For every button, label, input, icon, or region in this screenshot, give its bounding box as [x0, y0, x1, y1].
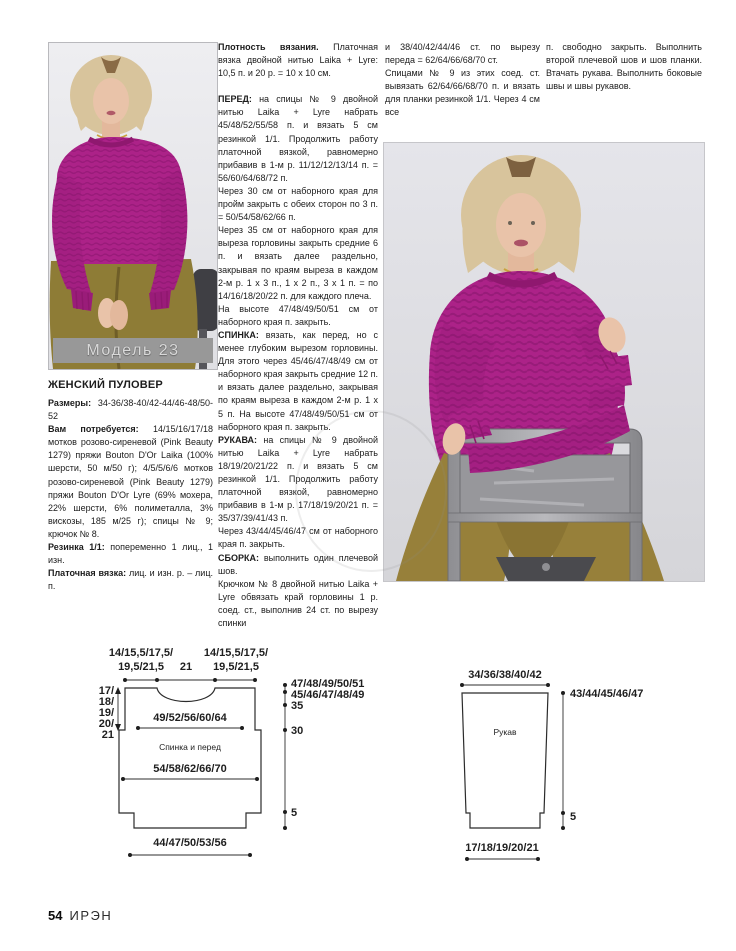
- armhole-height-5: 21: [101, 729, 114, 741]
- text-column-4: [546, 41, 702, 93]
- model-badge: [53, 338, 213, 363]
- chest-width-dim: 49/52/56/60/64: [153, 712, 227, 724]
- body-label: Спинка и перед: [159, 742, 221, 752]
- armhole-height-2: 18/: [98, 696, 114, 708]
- paragraph-text: Через 30 см от наборного края для пройм закрыть с обеих сторон по 3 п. = 50/54/58/62/66 п.: [218, 185, 378, 223]
- text-column-3: [385, 41, 540, 120]
- paragraph-lead: Размеры:: [48, 398, 92, 408]
- paragraph-lead: Резинка 1/1:: [48, 542, 105, 553]
- paragraph-text: Платочная вязка двойной нитью Laika + Lyre: 10,5 п. и 20 р. = 10 х 10 см.: [218, 42, 378, 79]
- paragraph-sleeves: [218, 434, 378, 526]
- pattern-schematics: [30, 630, 730, 895]
- paragraph-text: попеременно 1 лиц., 1 изн.: [48, 542, 213, 566]
- hip-width-dim: 54/58/62/66/70: [153, 763, 227, 775]
- paragraph-text: лиц. и изн. р. – лиц. п.: [48, 568, 213, 592]
- paragraph-edge: [385, 41, 540, 67]
- article-title: ЖЕНСКИЙ ПУЛОВЕР: [48, 379, 163, 391]
- sleeve-label: Рукав: [493, 727, 517, 737]
- lips: [107, 111, 116, 115]
- paragraph-back: [218, 329, 378, 434]
- model-photo-small-art: [49, 43, 217, 369]
- bottom-width-dim: 44/47/50/53/56: [153, 837, 227, 849]
- paragraph-lead: Плотность вязания.: [218, 42, 319, 52]
- paragraph-text: Крючком № 8 двойной нитью Laika + Lyre обвязать край горловины 1 р. соед. ст., выполнив 24 ст. по вырезу спинки: [218, 578, 378, 629]
- sleeve-height-dim: 43/44/45/46/47: [570, 688, 644, 700]
- paragraph-lead: РУКАВА:: [218, 434, 258, 445]
- paragraph-text: на спицы № 9 двойной нитью Laika + Lyre набрать 45/48/52/55/58 п. и вязать 5 см резинкой 1/1. Продолжить работу платочной вязкой, равномерно прибавив в 1-м р. 11/12/12/13/14 п. = 56/60/64/68/72 п.: [218, 94, 378, 183]
- armhole-height-1: 17/: [98, 685, 114, 697]
- paragraph-lead: Платочная вязка:: [48, 568, 127, 579]
- body-diagram: [99, 647, 365, 857]
- paragraph-text: вязать, как перед, но с менее глубоким вырезом горловины. Для этого через 45/46/47/48/49 см от наборного края закрыть средние 12 п. и вязать далее раздельно, закрывая по краям выреза в каждом 2-м р. 1 х 5 п. На высоте 47/48/49/50/51 см от наборного края п. закрыть.: [218, 329, 378, 432]
- sleeve-outline: [462, 693, 548, 828]
- eye-left: [508, 221, 512, 225]
- neck-width-dim: 21: [179, 661, 193, 673]
- back-neck-height-dim: 45/46/47/48/49: [291, 689, 365, 701]
- paragraph-text: Через 43/44/45/46/47 см от наборного края п. закрыть.: [218, 526, 378, 550]
- paragraph-finish: [546, 41, 702, 93]
- body-outline: [119, 688, 261, 828]
- paragraph-text: и 38/40/42/44/46 ст. по вырезу переда = 62/64/66/68/70 ст.: [385, 42, 540, 66]
- paragraph-front: [218, 93, 378, 185]
- shoulder-right-dim-1: 14/15,5/17,5/: [203, 647, 269, 659]
- paragraph-rib: [48, 541, 213, 567]
- paragraph-text: На высоте 47/48/49/50/51 см от наборного края п. закрыть.: [218, 303, 378, 327]
- paragraph-materials: [48, 423, 213, 541]
- page-number: 54: [48, 908, 63, 923]
- page-footer: [48, 908, 112, 923]
- paragraph-text: 14/15/16/17/18 мотков розово-сиреневой (Pink Beauty 1279) пряжи Bouton D'Or Laika (100% шерсти, 50 м/50 г); 4/5/5/6/6 мотков розово-сиреневой (Pink Beauty 1279) пряжи Bouton D'Or Lyre (69% мохера, 22% шерсти, 6% полиметалла, 3% вискозы, 185 м/25 г); спицы № 9; крючок № 8.: [48, 424, 213, 539]
- armhole-start-dim: 30: [291, 725, 304, 737]
- paragraph-lead: Вам потребуется:: [48, 424, 139, 435]
- sleeve-diagram: [460, 669, 643, 861]
- shoulder-right-dim-2: 19,5/21,5: [213, 661, 259, 673]
- sleeve-bottom-width-dim: 17/18/19/20/21: [465, 842, 539, 854]
- seat-bolt: [542, 563, 550, 571]
- paragraph-lead: ПЕРЕД:: [218, 94, 252, 105]
- paragraph-text: на спицы № 9 двойной нитью Laika + Lyre набрать 18/19/20/21/22 п. и вязать 5 см резинкой 1/1. Продолжить работу платочной вязкой, равномерно прибавив в 1-м р. 17/18/19/20/21 п. = 35/37/39/41/43 п.: [218, 434, 378, 524]
- model-badge-label: Модель 23: [86, 341, 180, 359]
- model-photo-large: [383, 142, 705, 582]
- face: [496, 193, 546, 257]
- armhole-height-3: 19/: [98, 707, 114, 719]
- paragraph-sleeve-end: [218, 525, 378, 551]
- paragraph-sizes: [48, 397, 213, 423]
- paragraph-text: Через 35 см от наборного края для выреза горловины закрыть средние 6 п. и вязать далее раздельно, закрывая по краям выреза в каждом 2-м р. 1 х 3 п., 1 х 2 п., 3 х 1 п. = по 14/16/18/20/22 п. для каждого плеча.: [218, 225, 378, 301]
- paragraph-text: Спицами № 9 из этих соед. ст. вывязать 62/64/66/68/70 п. и вязать для планки резинкой 1/1. Через 4 см все: [385, 68, 540, 118]
- sleeve-rib-height-dim: 5: [570, 811, 577, 823]
- magazine-name: ИРЭН: [69, 908, 113, 923]
- paragraph-gauge: [218, 41, 378, 80]
- paragraph-bindoff: [218, 303, 378, 329]
- lips: [514, 240, 528, 247]
- paragraph-armhole: [218, 185, 378, 224]
- paragraph-band: [385, 67, 540, 119]
- paragraph-text: 34-36/38-40/42-44/46-48/50-52: [48, 398, 213, 422]
- paragraph-text: выполнить один плечевой шов.: [218, 552, 378, 576]
- paragraph-text: п. свободно закрыть. Выполнить второй плечевой шов и шов планки. Втачать рукава. Выполнить боковые швы и швы рукавов.: [546, 42, 702, 92]
- paragraph-garter: [48, 567, 213, 593]
- paragraph-lead: СПИНКА:: [218, 329, 259, 340]
- face: [93, 78, 129, 124]
- text-column-2: [218, 41, 378, 630]
- front-neck-height-dim: 35: [291, 700, 304, 712]
- paragraph-assembly: [218, 552, 378, 578]
- hand-right: [110, 300, 128, 330]
- text-column-1: [48, 397, 213, 593]
- total-height-dim: 47/48/49/50/51: [291, 678, 365, 690]
- paragraph-neckline: [218, 224, 378, 303]
- model-photo-large-art: [384, 143, 704, 581]
- armhole-height-4: 20/: [98, 718, 114, 730]
- paragraph-lead: СБОРКА:: [218, 552, 259, 563]
- sleeve-top-width-dim: 34/36/38/40/42: [468, 669, 542, 681]
- shoulder-left-dim-1: 14/15,5/17,5/: [108, 647, 174, 659]
- cuff-right: [149, 290, 171, 310]
- chair-crossbar: [448, 513, 642, 522]
- rib-height-dim: 5: [291, 807, 298, 819]
- shoulder-left-dim-2: 19,5/21,5: [118, 661, 164, 673]
- model-photo-small: [48, 42, 218, 370]
- eye-right: [531, 221, 535, 225]
- paragraph-crochet: [218, 578, 378, 630]
